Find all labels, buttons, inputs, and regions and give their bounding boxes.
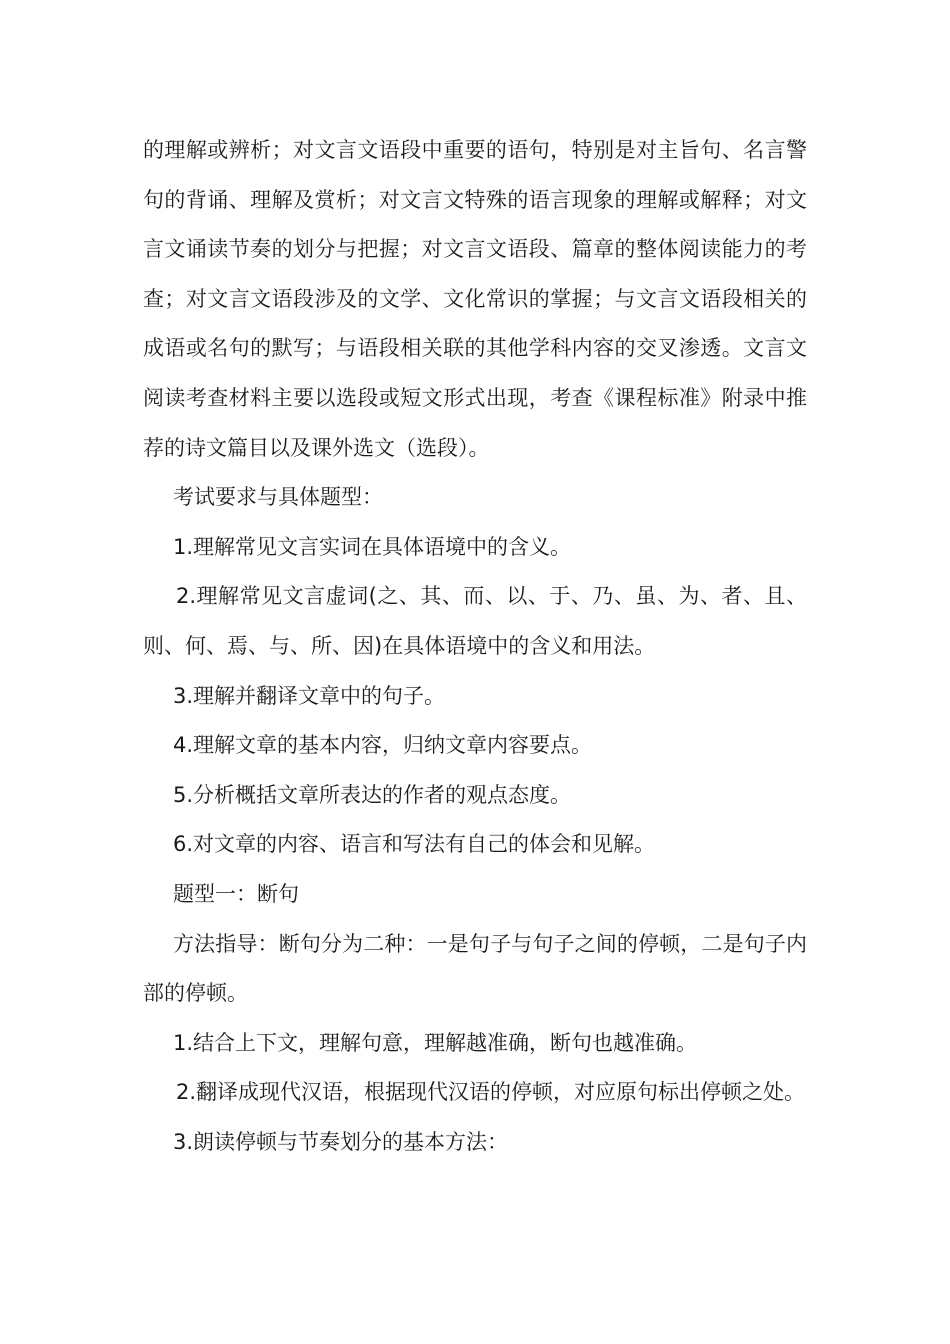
paragraph-method-2: 2.翻译成现代汉语，根据现代汉语的停顿，对应原句标出停顿之处。 (176, 1080, 806, 1105)
document-body (143, 126, 807, 1167)
paragraph-question-type-1-heading: 题型一：断句 (173, 881, 299, 906)
paragraph-requirement-2: 2.理解常见文言虚词(之、其、而、以、于、乃、虽、为、者、且、则、何、焉、与、所、因)在具体语境中的含义和用法。 (143, 584, 807, 658)
paragraph-requirement-6: 6.对文章的内容、语言和写法有自己的体会和见解。 (173, 832, 656, 857)
paragraph-requirement-5: 5.分析概括文章所表达的作者的观点态度。 (173, 782, 572, 807)
paragraph-method-1: 1.结合上下文，理解句意，理解越准确，断句也越准确。 (173, 1030, 698, 1055)
paragraph-method-3: 3.朗读停顿与节奏划分的基本方法： (173, 1129, 509, 1154)
paragraph-exam-requirements-heading: 考试要求与具体题型： (173, 485, 383, 510)
paragraph-method-guide: 方法指导：断句分为二种：一是句子与句子之间的停顿，二是句子内部的停顿。 (143, 931, 807, 1006)
paragraph-requirement-1: 1.理解常见文言实词在具体语境中的含义。 (173, 534, 572, 559)
paragraph-continuation: 的理解或辨析；对文言文语段中重要的语句，特别是对主旨句、名言警句的背诵、理解及赏析；对文言文特殊的语言现象的理解或解释；对文言文诵读节奏的划分与把握；对文言文语段、篇章的整体阅读能力的考查；对文言文语段涉及的文学、文化常识的掌握；与文言文语段相关的成语或名句的默写；与语段相关联的其他学科内容的交叉渗透。文言文阅读考查材料主要以选段或短文形式出现，考查《课程标准》附录中推荐的诗文篇目以及课外选文（选段）。 (143, 138, 807, 460)
paragraph-requirement-3: 3.理解并翻译文章中的句子。 (173, 683, 446, 708)
paragraph-requirement-4: 4.理解文章的基本内容，归纳文章内容要点。 (173, 733, 593, 758)
